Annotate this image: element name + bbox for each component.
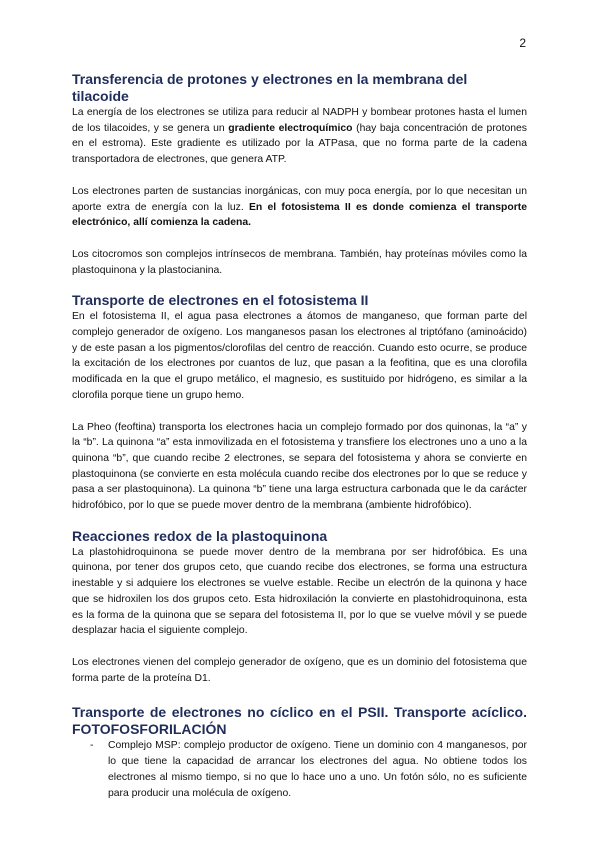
dash-bullet: - — [90, 740, 94, 752]
paragraph-oxygen-complex: Los electrones vienen del complejo generador de oxígeno, que es un dominio del fotosistema que forma parte de la proteína D1. — [72, 656, 527, 684]
text-span: (hay baja concentración de protones en el estroma). Este gradiente es utilizado por la ATPasa, que no forma parte de la cadena transportadora de electrones, que genera ATP. — [72, 122, 527, 166]
paragraph-plastohydroquinone: La plastohidroquinona se puede mover dentro de la membrana por ser hidrofóbica. Es una quinona, por tener dos grupos ceto, que cuando recibe dos electrones, se forma una estructura inestable y si adquiere los electrones se vuelve estable. Recibe un electrón de la quinona y hace que se hidroxilen los dos grupos ceto. Esta hidroxilación la convierte en plastohidroquinona, esta es la forma de la quinona que se separa del fotosistema II, por lo que se vuelve móvil y se puede desplazar hacia el siguiente complejo. — [72, 546, 527, 637]
paragraph-cytochromes: Los citocromos son complejos intrínsecos de membrana. También, hay proteínas móviles como la plastoquinona y la plastocianina. — [72, 248, 527, 276]
section-heading-photosystem-ii: Transporte de electrones en el fotosistema II — [72, 292, 369, 309]
section-heading-proton-transfer: Transferencia de protones y electrones en la membrana del tilacoide — [72, 71, 468, 104]
paragraph-electrochemical-gradient — [72, 105, 527, 168]
bullet-list — [72, 738, 527, 801]
paragraph-manganese: En el fotosistema II, el agua pasa electrones a átomos de manganeso, que forman parte del complejo generador de oxígeno. Los manganesos pasan los electrones al triptófano (aminoácido) y de este pasan a los pigmentos/clorofilas del centro de reacción. Cuando esto ocurre, se produce la excitación de los electrones por cuantos de luz, que pasan a la feofitina, que es una clorofila modificada en la que el grupo metálico, el magnesio, es sustituido por hidrógeno, es similar a la clorofila porque tiene un grupo hemo. — [72, 311, 527, 401]
paragraph-pheo: La Pheo (feoftina) transporta los electrones hacia un complejo formado por dos quinonas, la “a” y la “b”. La quinona “a” esta inmovilizada en el fotosistema y transfiere los electrones uno a uno a la quinona “b”, que cuando recibe 2 electrones, se separa del fotosistema y ahora se convierte en plastoquinona (se convierte en esta molécula cuando recibe dos electrones por lo que se reduce y pasa a ser plastoquinona). La quinona “b” tiene una larga estructura carbonada que le da carácter hidrofóbico, por lo que se puede mover dentro de la membrana (ambiente hidrofóbico). — [72, 421, 527, 512]
section-heading-noncyclic-transport: Transporte de electrones no cíclico en el PSII. Transporte acíclico. FOTOFOSFORILACIÓN — [72, 704, 527, 738]
page-content — [72, 71, 527, 801]
text-span: Los electrones parten de sustancias inorgánicas, con muy poca energía, por lo que necesitan un aporte extra de energía con la luz. — [72, 185, 527, 213]
section-heading-plastoquinone-redox: Reacciones redox de la plastoquinona — [72, 527, 328, 544]
text-span: La energía de los electrones se utiliza para reducir al NADPH y bombear protones hasta el lumen de los tilacoides, y se genera un — [72, 107, 527, 134]
bold-statement: En el fotosistema II es donde comienza el transporte electrónico, allí comienza la cadena. — [72, 201, 527, 229]
page-number: 2 — [519, 36, 526, 50]
list-item — [72, 738, 527, 801]
paragraph-inorganic-electrons — [72, 184, 527, 231]
list-item-text: Complejo MSP: complejo productor de oxígeno. Tiene un dominio con 4 manganesos, por lo que tiene la capacidad de arrancar los electrones del agua. No obtiene todos los electrones al mismo tiempo, si no que lo hace uno a uno. Un fotón sólo, no es suficiente para producir una molécula de oxígeno. — [108, 740, 527, 799]
bold-term: gradiente electroquímico — [228, 122, 353, 134]
